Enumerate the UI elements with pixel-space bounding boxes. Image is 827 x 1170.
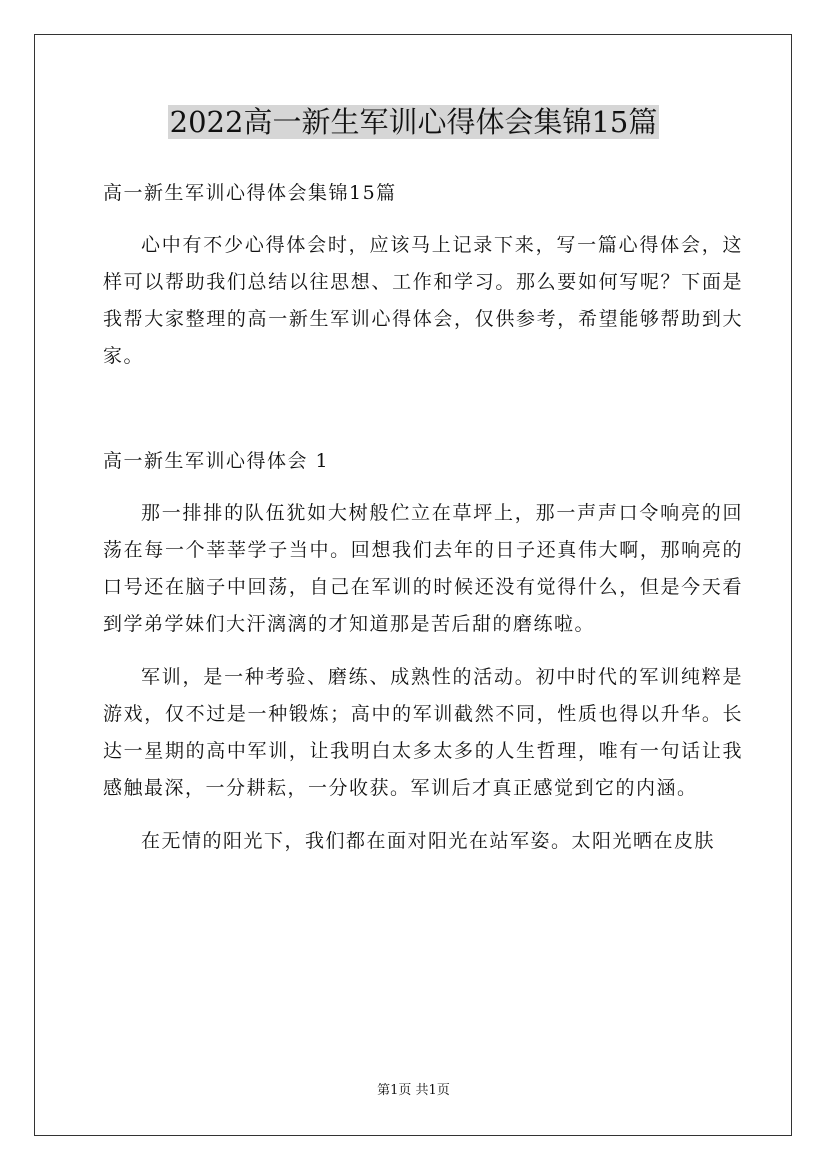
document-title-text: 2022高一新生军训心得体会集锦15篇 (169, 105, 658, 139)
page-number-label: 第1页 共1页 (377, 1083, 450, 1098)
document-subtitle: 高一新生军训心得体会集锦15篇 (103, 182, 397, 204)
document-body (103, 175, 743, 860)
section-heading: 高一新生军训心得体会 1 (103, 450, 330, 472)
body-paragraph-1: 那一排排的队伍犹如大树般伫立在草坪上，那一声声口令响亮的回荡在每一个莘莘学子当中。回想我们去年的日子还真伟大啊，那响亮的口号还在脑子中回荡，自己在军训的时候还没有觉得什么，但是今天看到学弟学妹们大汗漓漓的才知道那是苦后甜的磨练啦。 (103, 502, 743, 635)
page-footer (0, 1082, 827, 1100)
intro-paragraph: 心中有不少心得体会时，应该马上记录下来，写一篇心得体会，这样可以帮助我们总结以往思想、工作和学习。那么要如何写呢？下面是我帮大家整理的高一新生军训心得体会，仅供参考，希望能够帮助到大家。 (103, 234, 743, 367)
document-title (0, 102, 827, 142)
body-paragraph-3: 在无情的阳光下，我们都在面对阳光在站军姿。太阳光晒在皮肤 (141, 830, 716, 852)
section-spacer (103, 375, 743, 443)
body-paragraph-2: 军训，是一种考验、磨练、成熟性的活动。初中时代的军训纯粹是游戏，仅不过是一种锻炼；高中的军训截然不同，性质也得以升华。长达一星期的高中军训，让我明白太多太多的人生哲理，唯有一句话让我感触最深，一分耕耘，一分收获。军训后才真正感觉到它的内涵。 (103, 666, 743, 799)
